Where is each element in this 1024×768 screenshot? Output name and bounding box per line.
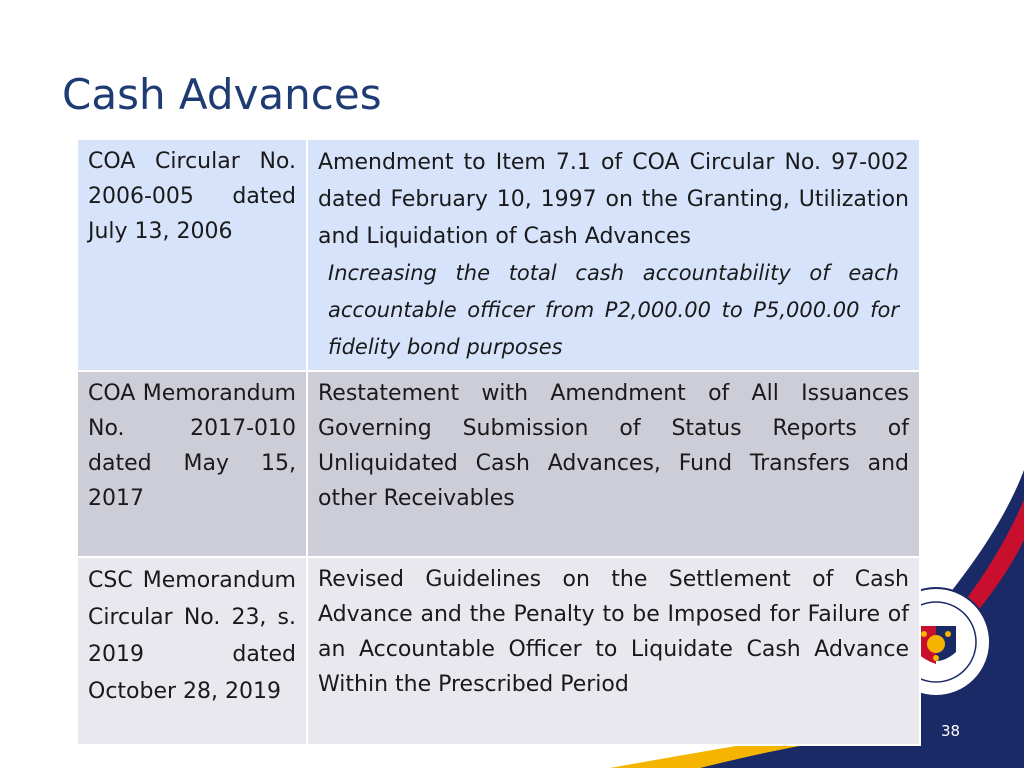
description-text: Restatement with Amendment of All Issuances Governing Submission of Status Reports of Unliquidated Cash Advances, Fund Transfers and other Receivables [318, 381, 909, 511]
reference-cell [77, 557, 307, 745]
reference-text: COA Circular No. 2006-005 dated July 13, 2006 [88, 149, 296, 244]
note-text: Increasing the total cash accountability of each accountable officer from P2,000.00 to P5,000.00 for fidelity bond purposes [328, 261, 899, 359]
description-cell [307, 557, 920, 745]
reference-text: COA Memorandum No. 2017-010 dated May 15, 2017 [88, 381, 296, 511]
description-cell [307, 371, 920, 557]
description-text: Revised Guidelines on the Settlement of Cash Advance and the Penalty to be Imposed for Failure of an Accountable Officer to Liquidate Cash Advance Within the Prescribed Period [318, 567, 909, 697]
description-cell [307, 139, 920, 371]
table-row [77, 371, 920, 557]
table-row [77, 557, 920, 745]
reference-cell [77, 139, 307, 371]
reference-text: CSC Memorandum Circular No. 23, s. 2019 dated October 28, 2019 [88, 568, 296, 704]
description-text: Amendment to Item 7.1 of COA Circular No. 97-002 dated February 10, 1997 on the Granting, Utilization and Liquidation of Cash Advances [318, 150, 909, 249]
slide-title: Cash Advances [62, 70, 382, 119]
reference-cell [77, 371, 307, 557]
circulars-table [76, 138, 921, 746]
page-number: 38 [941, 722, 961, 740]
table-row [77, 139, 920, 371]
